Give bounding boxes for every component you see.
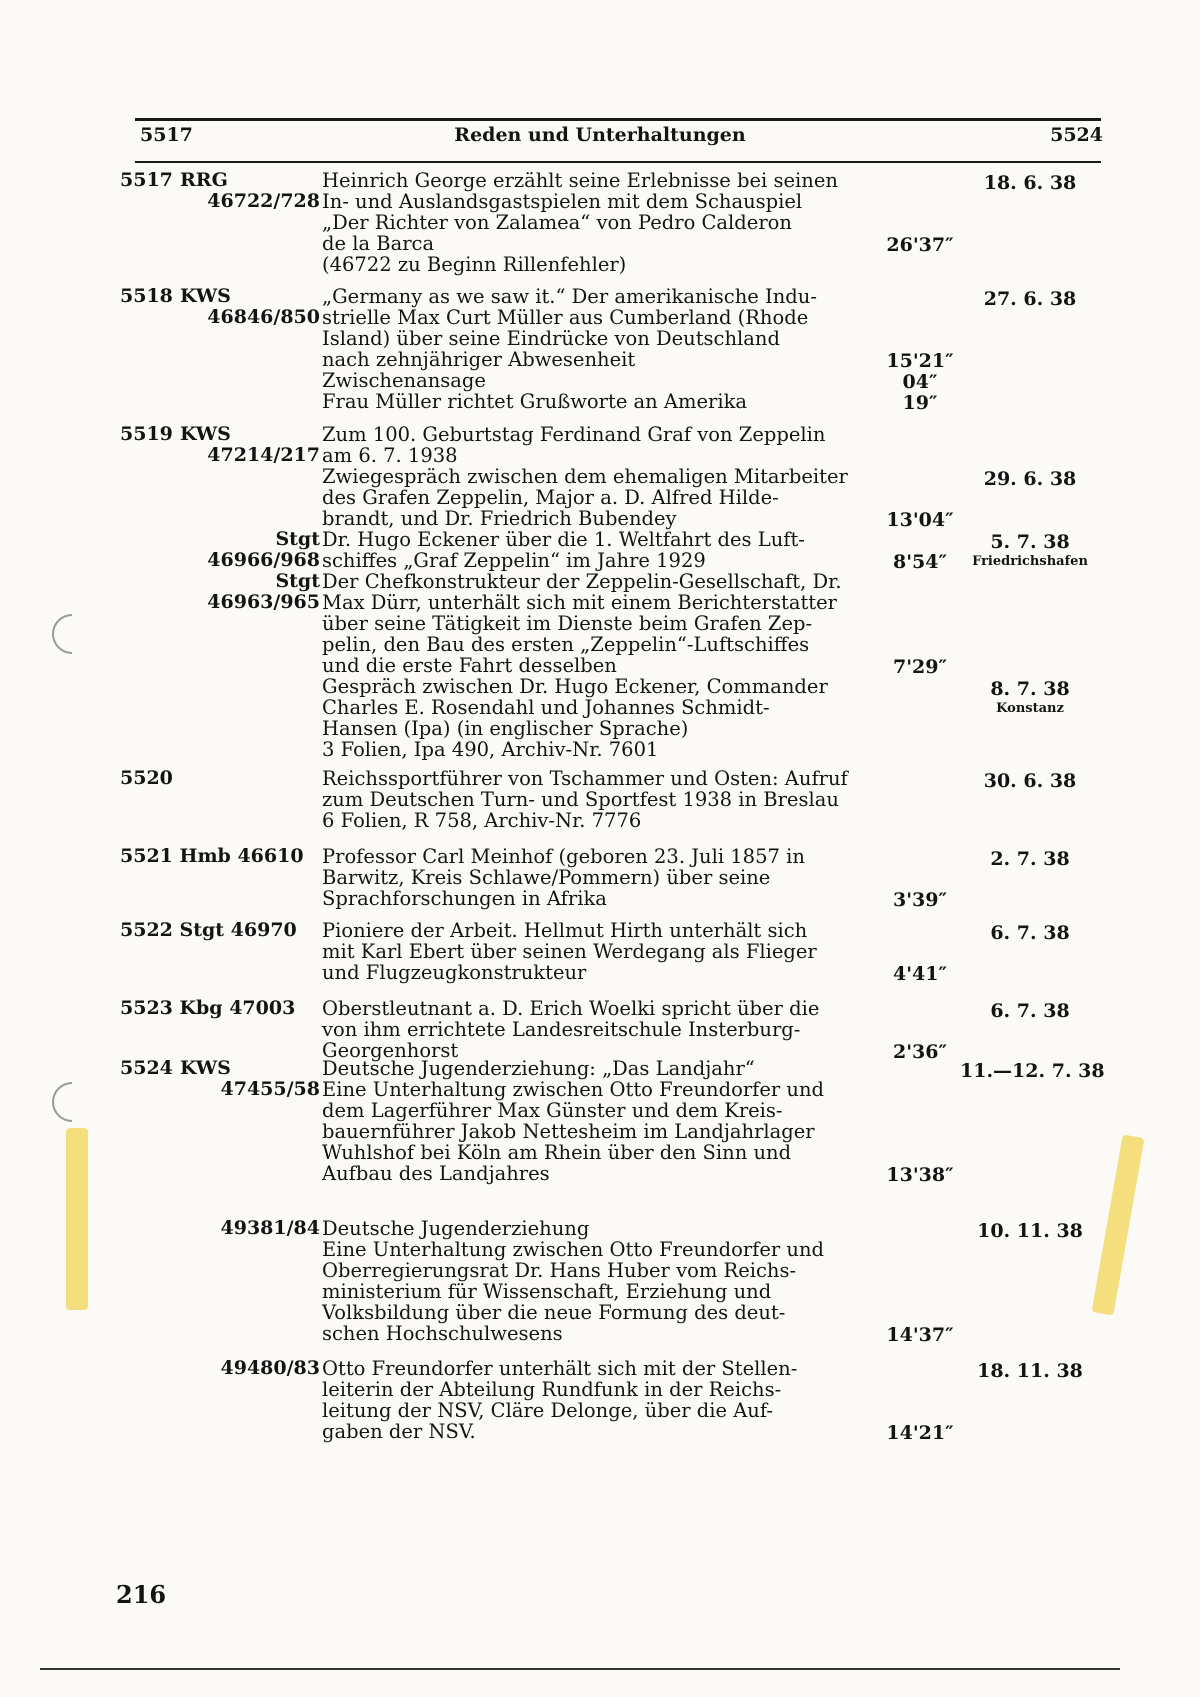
- catalog-entry: [0, 920, 1200, 983]
- entry-text-line: über seine Tätigkeit im Dienste beim Grafen Zep-: [322, 612, 813, 635]
- duration: 04″: [902, 371, 938, 393]
- top-rule: [135, 118, 1101, 121]
- entry-text: [322, 768, 882, 831]
- catalog-record-number: 46846/850: [207, 306, 320, 328]
- entry-number: 5524: [120, 1057, 173, 1079]
- recording-date: 11.—12. 7. 38: [960, 1060, 1105, 1082]
- catalog-entry: [0, 170, 1200, 275]
- entry-number: 5519: [120, 423, 173, 445]
- page-number: 216: [116, 1580, 167, 1609]
- entry-text: [322, 1058, 882, 1184]
- recording-date: 18. 6. 38: [983, 172, 1077, 194]
- entry-text-line: Hansen (Ipa) (in englischer Sprache): [322, 717, 689, 740]
- entry-text-line: Heinrich George erzählt seine Erlebnisse bei seinen: [322, 169, 838, 192]
- catalog-entry: [0, 768, 1200, 831]
- entry-text-line: strielle Max Curt Müller aus Cumberland (Rhode: [322, 306, 809, 329]
- entry-text-line: Georgenhorst: [322, 1039, 459, 1062]
- entry-text-line: mit Karl Ebert über seinen Werdegang als Flieger: [322, 940, 817, 963]
- recording-date: 29. 6. 38: [983, 468, 1077, 490]
- catalog-record-number: 46966/968: [207, 549, 320, 571]
- entry-text-line: Eine Unterhaltung zwischen Otto Freundorfer und: [322, 1078, 825, 1101]
- entry-text-line: und Flugzeugkonstrukteur: [322, 961, 587, 984]
- header-rule: [135, 161, 1101, 163]
- entry-text-line: Sprachforschungen in Afrika: [322, 887, 607, 910]
- entry-text-line: leiterin der Abteilung Rundfunk in der Reichs-: [322, 1378, 782, 1401]
- recording-date: 18. 11. 38: [977, 1360, 1083, 1382]
- entry-text-line: Dr. Hugo Eckener über die 1. Weltfahrt des Luft-: [322, 528, 805, 551]
- entry-text-line: des Grafen Zeppelin, Major a. D. Alfred Hilde-: [322, 486, 779, 509]
- duration: 19″: [902, 392, 938, 414]
- recording-place: Konstanz: [996, 701, 1064, 716]
- catalog-code: Stgt: [275, 528, 320, 550]
- catalog-record-number: 46722/728: [207, 190, 320, 212]
- entry-text: [322, 286, 882, 412]
- catalog-code: KWS: [180, 285, 231, 307]
- entry-number: 5523 Kbg 47003: [120, 997, 296, 1019]
- duration: 14'21″: [886, 1422, 954, 1444]
- entry-text-line: Volksbildung über die neue Formung des deut-: [322, 1301, 786, 1324]
- entry-text-line: 3 Folien, Ipa 490, Archiv-Nr. 7601: [322, 738, 659, 761]
- catalog-entry: [0, 1058, 1200, 1184]
- entry-text-line: leitung der NSV, Cläre Delonge, über die Auf-: [322, 1399, 773, 1422]
- entry-text-line: Gespräch zwischen Dr. Hugo Eckener, Commander: [322, 675, 828, 698]
- entry-number: 5521 Hmb 46610: [120, 845, 304, 867]
- catalog-entry: [0, 286, 1200, 412]
- recording-date: 8. 7. 38: [990, 678, 1070, 700]
- entry-text-line: dem Lagerführer Max Günster und dem Kreis-: [322, 1099, 783, 1122]
- entry-text-line: Island) über seine Eindrücke von Deutschland: [322, 327, 780, 350]
- entry-text-line: Pioniere der Arbeit. Hellmut Hirth unterhält sich: [322, 919, 808, 942]
- entry-text-line: nach zehnjähriger Abwesenheit: [322, 348, 636, 371]
- entry-text-line: Zum 100. Geburtstag Ferdinand Graf von Zeppelin: [322, 423, 826, 446]
- entry-text-line: Oberstleutnant a. D. Erich Woelki spricht über die: [322, 997, 820, 1020]
- catalog-record-number: 47455/58: [220, 1078, 320, 1100]
- entry-text-line: Zwischenansage: [322, 369, 486, 392]
- entry-text-line: Deutsche Jugenderziehung: [322, 1217, 590, 1240]
- entry-text-line: und die erste Fahrt desselben: [322, 654, 617, 677]
- catalog-code: 49480/83: [220, 1357, 320, 1379]
- entry-text-line: Eine Unterhaltung zwischen Otto Freundorfer und: [322, 1238, 825, 1261]
- duration: 4'41″: [893, 963, 947, 985]
- entry-text-line: 6 Folien, R 758, Archiv-Nr. 7776: [322, 809, 642, 832]
- recording-place: Friedrichshafen: [972, 554, 1088, 569]
- catalog-entry: [0, 846, 1200, 909]
- entry-text-line: Barwitz, Kreis Schlawe/Pommern) über seine: [322, 866, 771, 889]
- duration: 26'37″: [886, 234, 954, 256]
- header-title: Reden und Unterhaltungen: [454, 124, 746, 146]
- entry-text-line: gaben der NSV.: [322, 1420, 476, 1443]
- yellow-tape-left: [66, 1128, 88, 1310]
- entry-text-line: Aufbau des Landjahres: [322, 1162, 550, 1185]
- entry-text-line: In- und Auslandsgastspielen mit dem Schauspiel: [322, 190, 803, 213]
- entry-text-line: Frau Müller richtet Grußworte an Amerika: [322, 390, 748, 413]
- entry-text: [322, 998, 882, 1061]
- duration: 13'38″: [886, 1164, 954, 1186]
- catalog-entry: [0, 424, 1200, 760]
- entry-text-line: Reichssportführer von Tschammer und Osten: Aufruf: [322, 767, 848, 790]
- catalog-record-number: 46963/965: [207, 591, 320, 613]
- entry-number: 5520: [120, 767, 173, 789]
- catalog-record-number: 47214/217: [207, 444, 320, 466]
- recording-date: 6. 7. 38: [990, 922, 1070, 944]
- entry-text: [322, 170, 882, 275]
- duration: 13'04″: [886, 509, 954, 531]
- recording-date: 10. 11. 38: [977, 1220, 1083, 1242]
- entry-text-line: Professor Carl Meinhof (geboren 23. Juli 1857 in: [322, 845, 805, 868]
- duration: 3'39″: [893, 889, 947, 911]
- recording-date: 27. 6. 38: [983, 288, 1077, 310]
- catalog-code: KWS: [180, 1057, 231, 1079]
- duration: 14'37″: [886, 1324, 954, 1346]
- entry-number: 5522 Stgt 46970: [120, 919, 297, 941]
- entry-text-line: Oberregierungsrat Dr. Hans Huber vom Reichs-: [322, 1259, 797, 1282]
- entry-text-line: Otto Freundorfer unterhält sich mit der Stellen-: [322, 1357, 798, 1380]
- catalog-entry: [0, 1218, 1200, 1344]
- entry-text: [322, 846, 882, 909]
- catalog-code: 49381/84: [220, 1217, 320, 1239]
- entry-text-line: schiffes „Graf Zeppelin“ im Jahre 1929: [322, 549, 706, 572]
- entry-text: [322, 1358, 882, 1442]
- entry-text-line: „Der Richter von Zalamea“ von Pedro Calderon: [322, 211, 792, 234]
- header-right-number: 5524: [1050, 124, 1103, 146]
- recording-date: 6. 7. 38: [990, 1000, 1070, 1022]
- entry-text-line: brandt, und Dr. Friedrich Bubendey: [322, 507, 677, 530]
- recording-date: 2. 7. 38: [990, 848, 1070, 870]
- entry-text: [322, 1218, 882, 1344]
- entry-text-line: (46722 zu Beginn Rillenfehler): [322, 253, 627, 276]
- entry-text-line: Max Dürr, unterhält sich mit einem Berichterstatter: [322, 591, 838, 614]
- entry-text-line: von ihm errichtete Landesreitschule Insterburg-: [322, 1018, 801, 1041]
- duration: 2'36″: [893, 1041, 947, 1063]
- entry-text-line: pelin, den Bau des ersten „Zeppelin“-Luftschiffes: [322, 633, 810, 656]
- duration: 7'29″: [893, 656, 947, 678]
- duration: 8'54″: [893, 551, 947, 573]
- duration: 15'21″: [886, 350, 954, 372]
- entry-text-line: Charles E. Rosendahl und Johannes Schmidt-: [322, 696, 770, 719]
- entry-text-line: Zwiegespräch zwischen dem ehemaligen Mitarbeiter: [322, 465, 848, 488]
- entry-number: 5517: [120, 169, 173, 191]
- bottom-rule: [40, 1668, 1120, 1670]
- recording-date: 30. 6. 38: [983, 770, 1077, 792]
- catalog-code: KWS: [180, 423, 231, 445]
- entry-text-line: ministerium für Wissenschaft, Erziehung und: [322, 1280, 772, 1303]
- catalog-entry: [0, 1358, 1200, 1442]
- entry-text-line: Wuhlshof bei Köln am Rhein über den Sinn und: [322, 1141, 792, 1164]
- entry-text-line: Der Chefkonstrukteur der Zeppelin-Gesellschaft, Dr.: [322, 570, 842, 593]
- recording-date: 5. 7. 38: [990, 531, 1070, 553]
- catalog-code: RRG: [180, 169, 228, 191]
- entry-text-line: zum Deutschen Turn- und Sportfest 1938 in Breslau: [322, 788, 839, 811]
- entry-text-line: Deutsche Jugenderziehung: „Das Landjahr“: [322, 1057, 755, 1080]
- entry-text-line: de la Barca: [322, 232, 435, 255]
- entry-text-line: bauernführer Jakob Nettesheim im Landjahrlager: [322, 1120, 815, 1143]
- entry-text-line: „Germany as we saw it.“ Der amerikanische Indu-: [322, 285, 817, 308]
- entry-text: [322, 920, 882, 983]
- header-left-number: 5517: [140, 124, 193, 146]
- entry-text-line: schen Hochschulwesens: [322, 1322, 563, 1345]
- entry-text: [322, 424, 882, 760]
- catalog-code: Stgt: [275, 570, 320, 592]
- entry-number: 5518: [120, 285, 173, 307]
- catalog-entry: [0, 998, 1200, 1061]
- entry-text-line: am 6. 7. 1938: [322, 444, 458, 467]
